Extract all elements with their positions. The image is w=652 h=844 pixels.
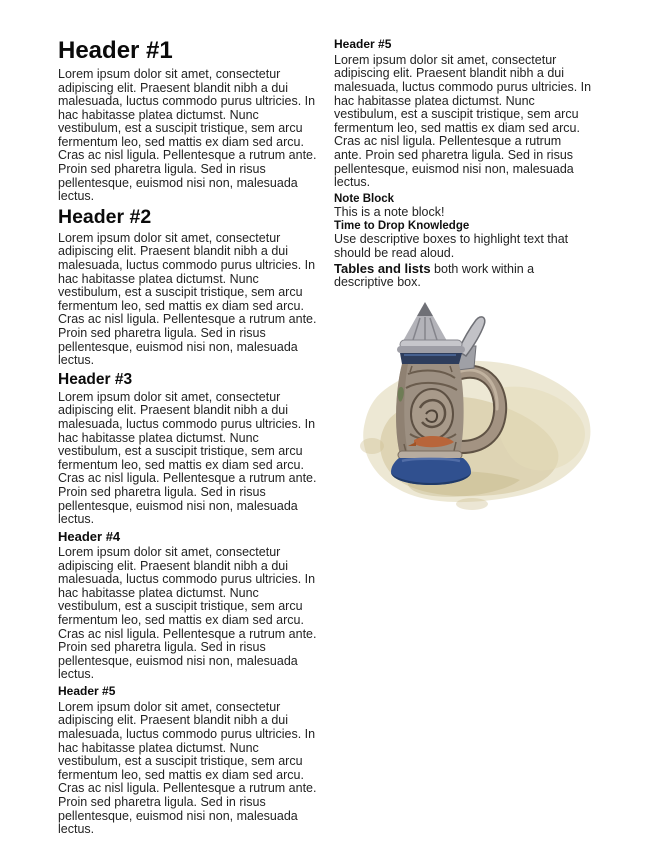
beer-stein-watercolor-image <box>352 296 612 516</box>
note-block-label: Note Block <box>334 192 395 205</box>
left-column <box>58 38 319 840</box>
tables-lists-text <box>334 262 592 290</box>
section-paragraph: Lorem ipsum dolor sit amet, consectetur adipiscing elit. Praesent blandit nibh a dui malesuada, luctus commodo purus ultricies. In hac habitasse platea dictumst. Nunc vestibulum, est a suscipit tristique, sem arcu fermentum leo, sed mattis ex diam sed arcu. Cras ac nisl ligula. Pellentesque a rutrum ante. Proin sed pharetra ligula. Sed in risus pellentesque, euismod nisi non, malesuada lectus. <box>58 699 317 837</box>
watercolor-speck <box>360 438 384 454</box>
watercolor-speck <box>456 498 488 510</box>
section-title-h4: Header #4 <box>58 528 121 544</box>
stein-medallion <box>411 389 453 439</box>
section-header-5 <box>58 685 319 837</box>
section-paragraph: Lorem ipsum dolor sit amet, consectetur adipiscing elit. Praesent blandit nibh a dui malesuada, luctus commodo purus ultricies. In hac habitasse platea dictumst. Nunc vestibulum, est a suscipit tristique, sem arcu fermentum leo, sed mattis ex diam sed arcu. Cras ac nisl ligula. Pellentesque a rutrum ante. Proin sed pharetra ligula. Sed in risus pellentesque, euismod nisi non, malesuada lectus. <box>58 66 317 204</box>
stein-lid-lip <box>397 346 465 353</box>
right-column <box>334 36 592 293</box>
section-paragraph: Lorem ipsum dolor sit amet, consectetur adipiscing elit. Praesent blandit nibh a dui malesuada, luctus commodo purus ultricies. In hac habitasse platea dictumst. Nunc vestibulum, est a suscipit tristique, sem arcu fermentum leo, sed mattis ex diam sed arcu. Cras ac nisl ligula. Pellentesque a rutrum ante. Proin sed pharetra ligula. Sed in risus pellentesque, euismod nisi non, malesuada lectus. <box>58 230 317 368</box>
section-paragraph: Lorem ipsum dolor sit amet, consectetur adipiscing elit. Praesent blandit nibh a dui malesuada, luctus commodo purus ultricies. In hac habitasse platea dictumst. Nunc vestibulum, est a suscipit tristique, sem arcu fermentum leo, sed mattis ex diam sed arcu. Cras ac nisl ligula. Pellentesque a rutrum ante. Proin sed pharetra ligula. Sed in risus pellentesque, euismod nisi non, malesuada lectus. <box>58 389 317 527</box>
section-title-h5: Header #5 <box>334 37 392 51</box>
stein-lid-finial <box>417 302 433 316</box>
beer-stein-illustration <box>352 296 612 516</box>
tables-lists-bold: Tables and lists <box>334 260 431 276</box>
section-paragraph: Lorem ipsum dolor sit amet, consectetur adipiscing elit. Praesent blandit nibh a dui malesuada, luctus commodo purus ultricies. In hac habitasse platea dictumst. Nunc vestibulum, est a suscipit tristique, sem arcu fermentum leo, sed mattis ex diam sed arcu. Cras ac nisl ligula. Pellentesque a rutrum ante. Proin sed pharetra ligula. Sed in risus pellentesque, euismod nisi non, malesuada lectus. <box>334 52 592 190</box>
note-block-text: This is a note block! <box>334 204 445 219</box>
knowledge-text: Use descriptive boxes to highlight text that should be read aloud. <box>334 232 569 260</box>
section-header-3 <box>58 371 319 527</box>
knowledge-label: Time to Drop Knowledge <box>334 220 470 233</box>
section-header-4 <box>58 530 319 682</box>
section-header-5-right <box>334 38 592 190</box>
section-paragraph: Lorem ipsum dolor sit amet, consectetur adipiscing elit. Praesent blandit nibh a dui malesuada, luctus commodo purus ultricies. In hac habitasse platea dictumst. Nunc vestibulum, est a suscipit tristique, sem arcu fermentum leo, sed mattis ex diam sed arcu. Cras ac nisl ligula. Pellentesque a rutrum ante. Proin sed pharetra ligula. Sed in risus pellentesque, euismod nisi non, malesuada lectus. <box>58 545 317 682</box>
section-header-1 <box>58 38 319 204</box>
tables-lists-rest: both work within a descriptive box. <box>334 261 535 290</box>
section-title-h1: Header #1 <box>58 37 173 64</box>
section-title-h3: Header #3 <box>58 370 133 388</box>
section-title-h5: Header #5 <box>58 684 116 699</box>
section-title-h2: Header #2 <box>58 205 152 228</box>
section-header-2 <box>58 207 319 368</box>
